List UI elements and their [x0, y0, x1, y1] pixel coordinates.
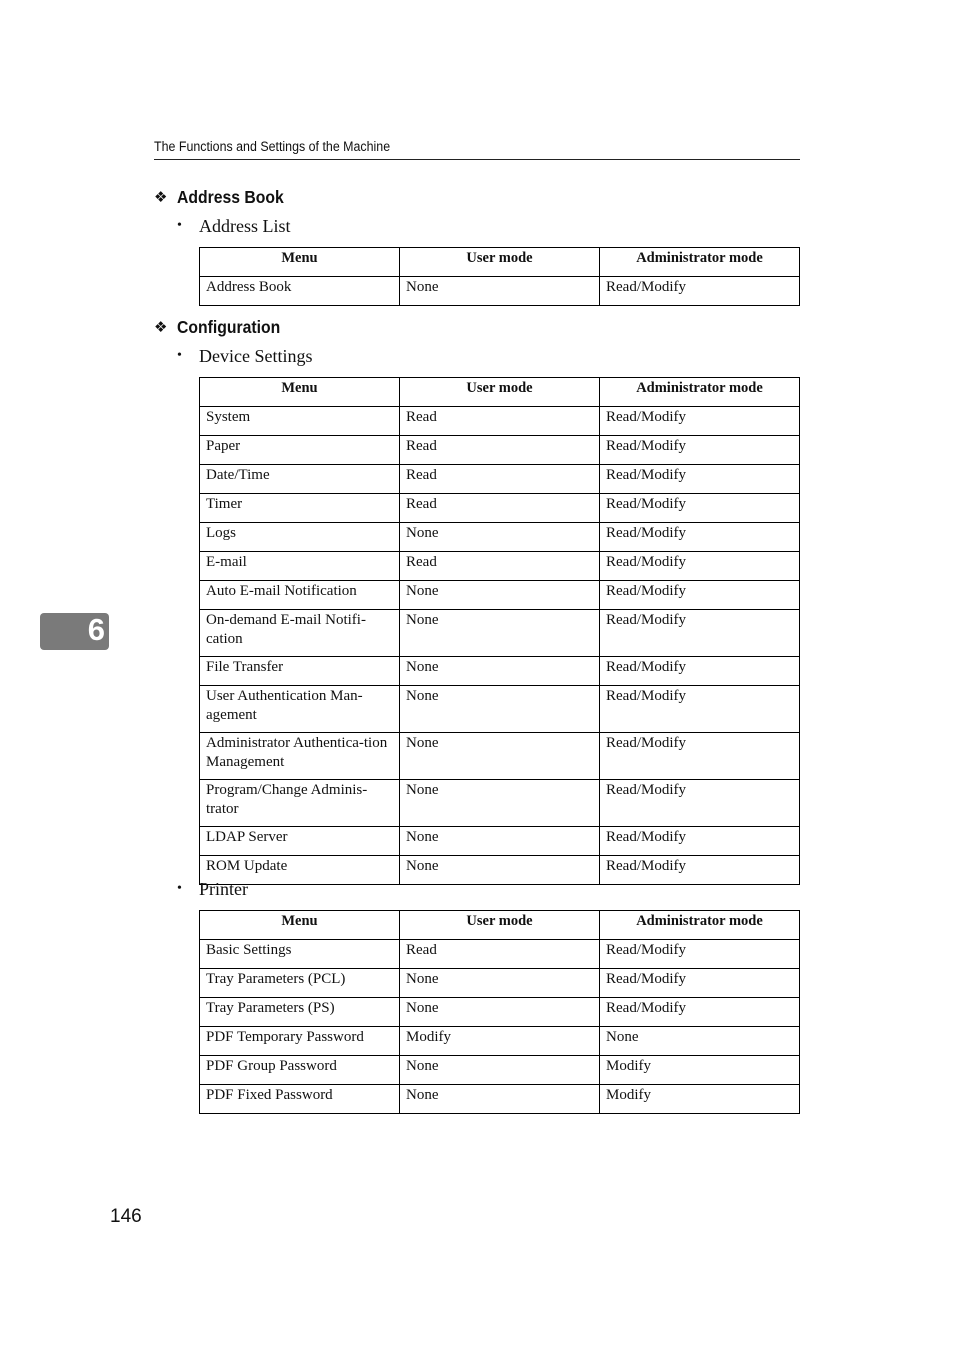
table-row [200, 1056, 800, 1085]
menu-cell: User Authentication Man-agement [200, 686, 400, 733]
user-mode-cell: None [400, 610, 600, 657]
column-header: Administrator mode [600, 378, 800, 407]
diamond-bullet-icon: ❖ [154, 319, 168, 336]
menu-cell: Auto E-mail Notification [200, 581, 400, 610]
administrator-mode-cell: Read/Modify [600, 581, 800, 610]
administrator-mode-cell: Read/Modify [600, 277, 800, 306]
table-row [200, 827, 800, 856]
menu-cell: PDF Temporary Password [200, 1027, 400, 1056]
administrator-mode-cell: None [600, 1027, 800, 1056]
table-row [200, 998, 800, 1027]
page-number: 146 [110, 1206, 142, 1227]
section-heading-address-book: ❖ Address Book [154, 186, 284, 207]
user-mode-cell: Read [400, 940, 600, 969]
column-header: User mode [400, 911, 600, 940]
table-row [200, 969, 800, 998]
menu-cell: LDAP Server [200, 827, 400, 856]
running-header: The Functions and Settings of the Machine [154, 139, 391, 154]
column-header: Menu [200, 378, 400, 407]
administrator-mode-cell: Read/Modify [600, 523, 800, 552]
administrator-mode-cell: Read/Modify [600, 686, 800, 733]
user-mode-cell: None [400, 686, 600, 733]
menu-cell: Logs [200, 523, 400, 552]
user-mode-cell: Read [400, 436, 600, 465]
table-row [200, 277, 800, 306]
column-header: Administrator mode [600, 248, 800, 277]
administrator-mode-cell: Read/Modify [600, 998, 800, 1027]
menu-cell: Basic Settings [200, 940, 400, 969]
menu-cell: E-mail [200, 552, 400, 581]
administrator-mode-cell: Read/Modify [600, 940, 800, 969]
header-rule [154, 159, 800, 160]
table-row [200, 523, 800, 552]
user-mode-cell: None [400, 827, 600, 856]
section-heading-configuration: ❖ Configuration [154, 316, 281, 337]
menu-cell: Date/Time [200, 465, 400, 494]
administrator-mode-cell: Read/Modify [600, 552, 800, 581]
table-row [200, 610, 800, 657]
administrator-mode-cell: Modify [600, 1085, 800, 1114]
chapter-tab: 6 [40, 613, 109, 650]
column-header: User mode [400, 248, 600, 277]
administrator-mode-cell: Read/Modify [600, 657, 800, 686]
user-mode-cell: None [400, 1056, 600, 1085]
table-row [200, 1085, 800, 1114]
administrator-mode-cell: Modify [600, 1056, 800, 1085]
menu-cell: Timer [200, 494, 400, 523]
user-mode-cell: None [400, 277, 600, 306]
table-row [200, 494, 800, 523]
user-mode-cell: None [400, 998, 600, 1027]
menu-cell: File Transfer [200, 657, 400, 686]
user-mode-cell: None [400, 969, 600, 998]
administrator-mode-cell: Read/Modify [600, 856, 800, 885]
user-mode-cell: None [400, 780, 600, 827]
menu-cell: Tray Parameters (PCL) [200, 969, 400, 998]
bullet-dot-icon: • [177, 881, 182, 896]
bullet-dot-icon: • [177, 348, 182, 363]
menu-cell: Administrator Authentica-tion Management [200, 733, 400, 780]
table-row [200, 407, 800, 436]
menu-cell: PDF Fixed Password [200, 1085, 400, 1114]
administrator-mode-cell: Read/Modify [600, 733, 800, 780]
table-header-row [200, 911, 800, 940]
table-row [200, 581, 800, 610]
administrator-mode-cell: Read/Modify [600, 407, 800, 436]
menu-cell: Address Book [200, 277, 400, 306]
table-row [200, 552, 800, 581]
user-mode-cell: None [400, 581, 600, 610]
column-header: Menu [200, 911, 400, 940]
menu-cell: PDF Group Password [200, 1056, 400, 1085]
user-mode-cell: None [400, 657, 600, 686]
diamond-bullet-icon: ❖ [154, 189, 168, 206]
user-mode-cell: Modify [400, 1027, 600, 1056]
administrator-mode-cell: Read/Modify [600, 969, 800, 998]
administrator-mode-cell: Read/Modify [600, 610, 800, 657]
administrator-mode-cell: Read/Modify [600, 494, 800, 523]
administrator-mode-cell: Read/Modify [600, 465, 800, 494]
user-mode-cell: Read [400, 465, 600, 494]
administrator-mode-cell: Read/Modify [600, 436, 800, 465]
user-mode-cell: None [400, 1085, 600, 1114]
table-row [200, 465, 800, 494]
address-list-table [199, 247, 800, 306]
menu-cell: Tray Parameters (PS) [200, 998, 400, 1027]
menu-cell: On-demand E-mail Notifi-cation [200, 610, 400, 657]
bullet-dot-icon: • [177, 218, 182, 233]
user-mode-cell: None [400, 733, 600, 780]
column-header: User mode [400, 378, 600, 407]
bullet-printer: • Printer [177, 878, 248, 899]
table-row [200, 940, 800, 969]
bullet-device-settings: • Device Settings [177, 345, 313, 366]
bullet-address-list: • Address List [177, 215, 291, 236]
user-mode-cell: None [400, 856, 600, 885]
menu-cell: Paper [200, 436, 400, 465]
table-header-row [200, 378, 800, 407]
table-row [200, 657, 800, 686]
user-mode-cell: Read [400, 494, 600, 523]
device-settings-table [199, 377, 800, 885]
table-row [200, 780, 800, 827]
administrator-mode-cell: Read/Modify [600, 780, 800, 827]
column-header: Administrator mode [600, 911, 800, 940]
table-row [200, 733, 800, 780]
column-header: Menu [200, 248, 400, 277]
user-mode-cell: Read [400, 552, 600, 581]
table-row [200, 436, 800, 465]
administrator-mode-cell: Read/Modify [600, 827, 800, 856]
menu-cell: ROM Update [200, 856, 400, 885]
user-mode-cell: Read [400, 407, 600, 436]
table-row [200, 686, 800, 733]
printer-table [199, 910, 800, 1114]
table-row [200, 856, 800, 885]
table-row [200, 1027, 800, 1056]
table-header-row [200, 248, 800, 277]
menu-cell: System [200, 407, 400, 436]
user-mode-cell: None [400, 523, 600, 552]
menu-cell: Program/Change Adminis-trator [200, 780, 400, 827]
